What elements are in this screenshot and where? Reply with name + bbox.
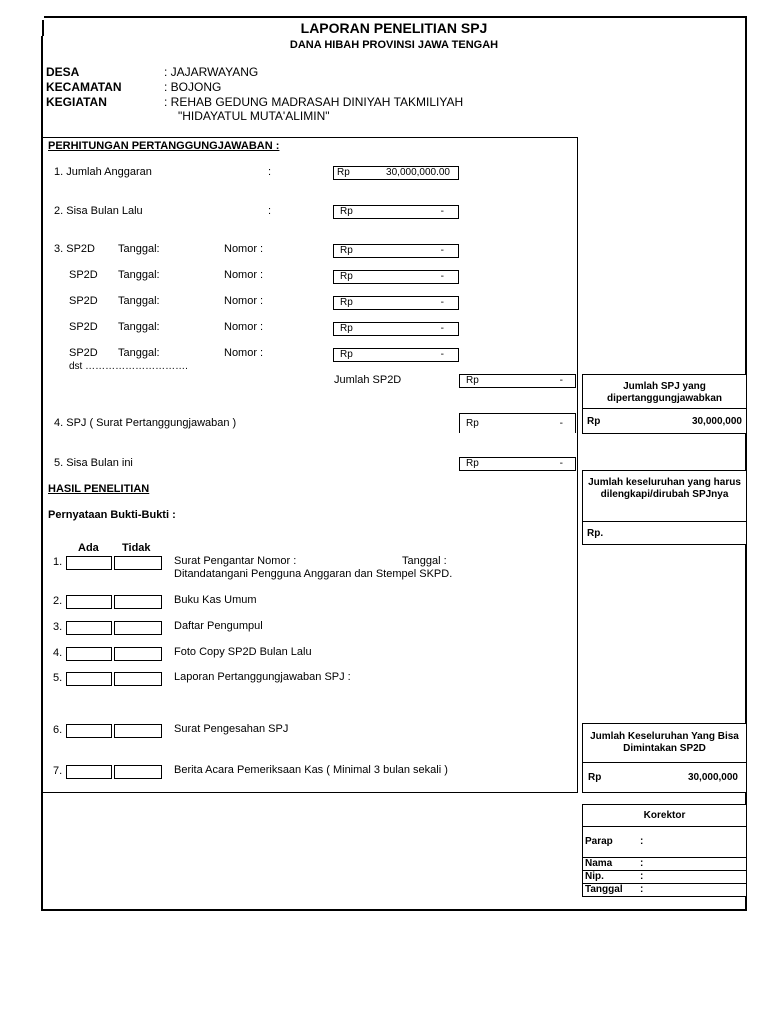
nama-colon: :	[640, 858, 644, 869]
sisa-bulan-ini-label: 5. Sisa Bulan ini	[54, 457, 133, 469]
nip-colon: :	[640, 871, 644, 882]
amount-value: -	[440, 245, 444, 256]
korektor-title: Korektor	[643, 810, 686, 821]
item-text: Daftar Pengumpul	[174, 620, 263, 632]
item-text: Buku Kas Umum	[174, 594, 257, 606]
tidak-checkbox[interactable]	[114, 647, 162, 661]
col-ada: Ada	[78, 542, 99, 554]
rp-label: Rp	[466, 418, 479, 429]
kegiatan-value: : REHAB GEDUNG MADRASAH DINIYAH TAKMILIYAH	[164, 95, 464, 109]
sisa-bulan-ini-field	[459, 457, 576, 471]
amount-value: -	[440, 349, 444, 360]
kegiatan-value-2: "HIDAYATUL MUTA'ALIMIN"	[178, 109, 330, 123]
rp-label: Rp	[337, 167, 350, 178]
sp2d-field	[333, 296, 459, 310]
amount-value: -	[440, 297, 444, 308]
item-text: Foto Copy SP2D Bulan Lalu	[174, 646, 312, 658]
rp-label: Rp	[340, 323, 353, 334]
sp2d-field	[333, 348, 459, 362]
tidak-checkbox[interactable]	[114, 672, 162, 686]
tidak-checkbox[interactable]	[114, 724, 162, 738]
side-box-sp2d-value: 30,000,000	[687, 772, 738, 783]
amount-value: -	[440, 271, 444, 282]
tidak-checkbox[interactable]	[114, 595, 162, 609]
sp2d-no: SP2D	[69, 347, 98, 359]
jumlah-sp2d-field	[459, 374, 576, 388]
side-box-sp2d-rp: Rp	[588, 772, 602, 783]
sp2d-field	[333, 244, 459, 258]
perhitungan-title: PERHITUNGAN PERTANGGUNGJAWABAN :	[48, 140, 280, 152]
sisa-bulan-lalu-label: 2. Sisa Bulan Lalu	[54, 205, 143, 217]
item-text: Laporan Pertanggungjawaban SPJ :	[174, 671, 351, 683]
sp2d-tanggal: Tanggal:	[118, 243, 160, 255]
col-tidak: Tidak	[122, 542, 151, 554]
item-number: 3.	[53, 621, 63, 633]
amount-value: -	[559, 418, 563, 429]
side-box-kelengkapan-rp: Rp.	[587, 528, 604, 539]
report-title: LAPORAN PENELITIAN SPJ	[300, 20, 488, 36]
parap-colon: :	[640, 836, 644, 847]
sp2d-field	[333, 270, 459, 284]
ada-checkbox[interactable]	[66, 595, 112, 609]
amount-value: -	[440, 206, 444, 217]
sp2d-no: 3. SP2D	[54, 243, 95, 255]
amount-value: -	[440, 323, 444, 334]
sp2d-nomor: Nomor :	[224, 243, 264, 255]
sp2d-field	[333, 322, 459, 336]
ada-checkbox[interactable]	[66, 724, 112, 738]
amount-value: -	[559, 458, 563, 469]
jumlah-anggaran-label: 1. Jumlah Anggaran	[54, 166, 152, 178]
item-number: 7.	[53, 765, 63, 777]
sp2d-tanggal: Tanggal:	[118, 321, 160, 333]
desa-label: DESA	[46, 65, 80, 79]
spj-label: 4. SPJ ( Surat Pertanggungjawaban )	[54, 417, 237, 429]
rp-label: Rp	[466, 375, 479, 386]
sp2d-no: SP2D	[69, 269, 98, 281]
amount-value: -	[559, 375, 563, 386]
report-subtitle: DANA HIBAH PROVINSI JAWA TENGAH	[289, 39, 499, 51]
item-number: 5.	[53, 672, 63, 684]
ada-checkbox[interactable]	[66, 672, 112, 686]
jumlah-sp2d-label: Jumlah SP2D	[334, 374, 402, 386]
rp-label: Rp	[466, 458, 479, 469]
side-box-spj-title: Jumlah SPJ yang dipertanggungjawabkan	[606, 381, 722, 404]
side-box-spj-rp: Rp	[587, 416, 601, 427]
item-text-2: Ditandatangani Pengguna Anggaran dan Stempel SKPD.	[174, 568, 453, 580]
colon: :	[268, 166, 272, 178]
item-text: Surat Pengesahan SPJ	[174, 723, 289, 735]
amount-value: 30,000,000.00	[386, 167, 450, 178]
rp-label: Rp	[340, 349, 353, 360]
sp2d-tanggal: Tanggal:	[118, 269, 160, 281]
item-text: Berita Acara Pemeriksaan Kas ( Minimal 3 bulan sekali )	[174, 764, 448, 776]
rp-label: Rp	[340, 271, 353, 282]
rp-label: Rp	[340, 245, 353, 256]
dst-text: dst ………………………….	[69, 361, 188, 372]
side-box-sp2d-title: Jumlah Keseluruhan Yang Bisa Dimintakan SP2D	[590, 731, 739, 754]
item-text: Surat Pengantar Nomor :	[174, 555, 297, 567]
tidak-checkbox[interactable]	[114, 556, 162, 570]
item-number: 1.	[53, 556, 63, 568]
colon: :	[268, 205, 272, 217]
tanggal-colon: :	[640, 884, 644, 895]
pernyataan-label: Pernyataan Bukti-Bukti :	[48, 509, 176, 521]
rp-label: Rp	[340, 297, 353, 308]
jumlah-anggaran-field	[333, 166, 459, 180]
rp-label: Rp	[340, 206, 353, 217]
tanggal-label: Tanggal	[585, 884, 623, 895]
nip-label: Nip.	[585, 871, 604, 882]
hasil-title: HASIL PENELITIAN	[48, 483, 150, 495]
sisa-bulan-lalu-field	[333, 205, 459, 219]
ada-checkbox[interactable]	[66, 621, 112, 635]
side-box-spj-value: 30,000,000	[691, 416, 742, 427]
sp2d-tanggal: Tanggal:	[118, 347, 160, 359]
kecamatan-value: : BOJONG	[164, 80, 222, 94]
sp2d-no: SP2D	[69, 295, 98, 307]
item-tanggal: Tanggal :	[402, 555, 447, 567]
ada-checkbox[interactable]	[66, 765, 112, 779]
sp2d-nomor: Nomor :	[224, 269, 264, 281]
parap-label: Parap	[585, 836, 613, 847]
side-box-kelengkapan-title: Jumlah keseluruhan yang harus dilengkapi/dirubah SPJnya	[588, 477, 741, 500]
item-number: 4.	[53, 647, 63, 659]
spj-field	[459, 413, 576, 433]
tidak-checkbox[interactable]	[114, 621, 162, 635]
sp2d-nomor: Nomor :	[224, 321, 264, 333]
item-number: 6.	[53, 724, 63, 736]
ada-checkbox[interactable]	[66, 556, 112, 570]
item-number: 2.	[53, 595, 63, 607]
kecamatan-label: KECAMATAN	[46, 80, 122, 94]
ada-checkbox[interactable]	[66, 647, 112, 661]
desa-value: : JAJARWAYANG	[164, 65, 259, 79]
sp2d-nomor: Nomor :	[224, 347, 264, 359]
tidak-checkbox[interactable]	[114, 765, 162, 779]
kegiatan-label: KEGIATAN	[46, 95, 107, 109]
nama-label: Nama	[585, 858, 613, 869]
sp2d-tanggal: Tanggal:	[118, 295, 160, 307]
sp2d-nomor: Nomor :	[224, 295, 264, 307]
sp2d-no: SP2D	[69, 321, 98, 333]
